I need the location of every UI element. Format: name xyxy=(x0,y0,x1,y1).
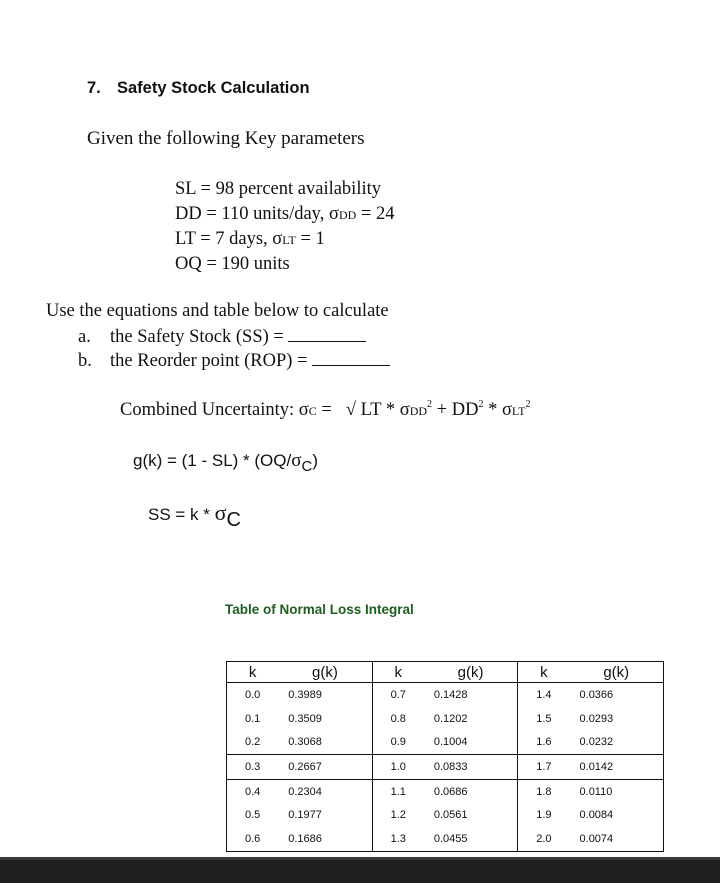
gk-value-cell: 0.0142 xyxy=(570,755,664,780)
k-value-cell: 1.9 xyxy=(518,803,570,827)
gk-value-cell: 0.1428 xyxy=(433,688,468,701)
k-value-cell: 0.5 xyxy=(244,809,261,822)
k-value-cell: 1.2 xyxy=(372,803,424,827)
parameter-list xyxy=(175,177,394,277)
k-value-cell: 1.4 xyxy=(518,683,570,707)
table-row xyxy=(227,683,664,707)
param-lt: LT = 7 days, σLT = 1 xyxy=(175,229,325,249)
gk-value-cell: 0.3068 xyxy=(288,736,322,749)
table-row xyxy=(227,803,664,827)
gk-value-cell: 0.0293 xyxy=(579,712,614,725)
header-gk-1: g(k) xyxy=(278,662,372,683)
k-value-cell: 2.0 xyxy=(518,827,570,851)
gk-equation: g(k) = (1 - SL) * (OQ/σC) xyxy=(133,450,318,475)
k-value-cell: 0.9 xyxy=(372,730,424,754)
gk-value-cell: 0.0110 xyxy=(570,779,664,803)
param-dd: DD = 110 units/day, σDD = 24 xyxy=(175,204,395,224)
k-value-cell: 1.7 xyxy=(518,755,570,780)
question-a-label: a. xyxy=(78,327,91,347)
answer-blank-b xyxy=(312,350,390,366)
instructions-lead: Use the equations and table below to calculate xyxy=(46,301,389,321)
table-row xyxy=(227,827,664,851)
k-value-cell: 0.6 xyxy=(244,832,261,845)
k-value-cell: 0.3 xyxy=(227,755,279,780)
header-gk-2: g(k) xyxy=(424,662,518,683)
k-value-cell: 0.0 xyxy=(244,688,261,701)
gk-value-cell: 0.0833 xyxy=(424,755,518,780)
gk-value-cell: 0.1977 xyxy=(288,809,322,822)
k-value-cell: 1.3 xyxy=(372,827,424,851)
k-value-cell: 1.8 xyxy=(518,779,570,803)
k-value-cell: 0.7 xyxy=(372,683,424,707)
header-k-1: k xyxy=(227,662,279,683)
gk-value-cell: 0.0455 xyxy=(433,832,468,845)
gk-value-cell: 0.1004 xyxy=(433,736,468,749)
param-sl: SL = 98 percent availability xyxy=(175,179,381,199)
table-body xyxy=(227,683,664,852)
k-value-cell: 0.8 xyxy=(372,707,424,731)
gk-value-cell: 0.3509 xyxy=(288,712,322,725)
question-b-label: b. xyxy=(78,351,92,371)
answer-blank-a xyxy=(288,326,366,342)
gk-value-cell: 0.0232 xyxy=(579,736,614,749)
gk-value-cell: 0.0686 xyxy=(424,779,518,803)
safety-stock-equation: SS = k * σC xyxy=(148,500,241,531)
table-row xyxy=(227,779,664,803)
header-k-2: k xyxy=(372,662,424,683)
header-k-3: k xyxy=(518,662,570,683)
gk-value-cell: 0.2667 xyxy=(278,755,372,780)
question-b xyxy=(78,350,390,372)
question-a-text: the Safety Stock (SS) = xyxy=(110,327,289,347)
k-value-cell: 0.1 xyxy=(244,712,261,725)
k-value-cell: 1.6 xyxy=(518,730,570,754)
section-number: 7. xyxy=(87,79,101,97)
gk-value-cell: 0.0561 xyxy=(433,809,468,822)
table-title: Table of Normal Loss Integral xyxy=(225,602,414,617)
given-text: Given the following Key parameters xyxy=(87,128,365,149)
k-value-cell: 1.5 xyxy=(518,707,570,731)
k-value-cell: 0.2 xyxy=(244,736,261,749)
table-row xyxy=(227,730,664,754)
gk-value-cell: 0.0366 xyxy=(579,688,614,701)
table-row xyxy=(227,707,664,731)
k-value-cell: 1.0 xyxy=(372,755,424,780)
gk-value-cell: 0.1686 xyxy=(288,832,322,845)
section-heading xyxy=(87,79,310,98)
table-header-row xyxy=(227,662,664,683)
bottom-bar xyxy=(0,857,720,883)
header-gk-3: g(k) xyxy=(570,662,664,683)
k-value-cell: 0.4 xyxy=(227,779,279,803)
question-b-text: the Reorder point (ROP) = xyxy=(110,351,313,371)
gk-value-cell: 0.1202 xyxy=(433,712,468,725)
question-a xyxy=(78,326,366,348)
k-value-cell: 1.1 xyxy=(372,779,424,803)
gk-value-cell: 0.0084 xyxy=(579,809,614,822)
table-row xyxy=(227,755,664,780)
param-oq: OQ = 190 units xyxy=(175,254,290,274)
normal-loss-integral-table xyxy=(226,661,664,852)
gk-value-cell: 0.2304 xyxy=(278,779,372,803)
gk-value-cell: 0.3989 xyxy=(288,688,322,701)
gk-value-cell: 0.0074 xyxy=(579,832,614,845)
section-title: Safety Stock Calculation xyxy=(117,79,310,97)
combined-uncertainty-equation: Combined Uncertainty: σC = √ LT * $\sigma DD^2 + DD^2 * \sigma LT^2$ xyxy=(120,399,531,420)
